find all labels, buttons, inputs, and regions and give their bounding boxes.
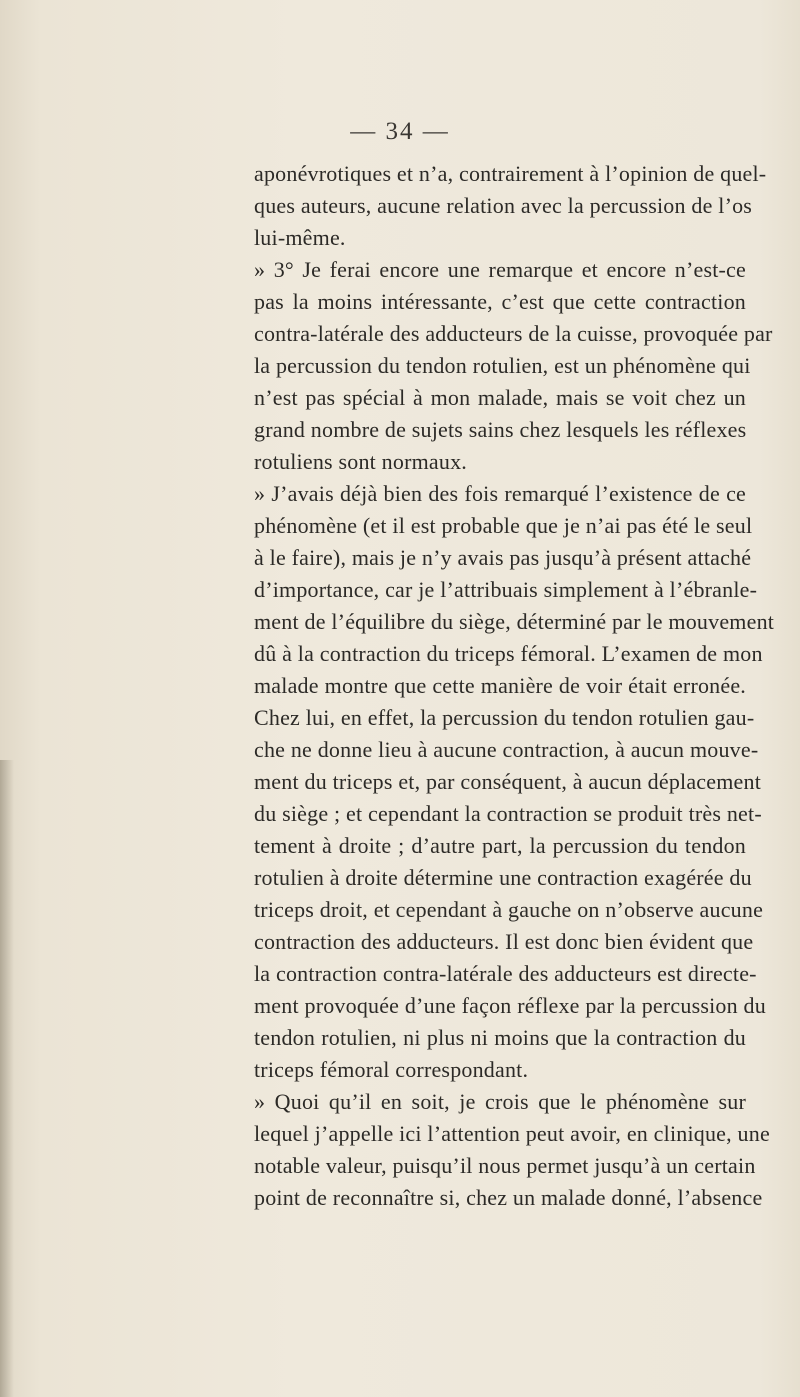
- text-line: du siège ; et cependant la contraction se produit très net-: [254, 801, 762, 826]
- text-line: triceps fémoral correspondant.: [254, 1057, 529, 1082]
- text-line: lequel j’appelle ici l’attention peut avoir, en clinique, une: [254, 1121, 770, 1146]
- page-edge-shadow: [0, 760, 14, 1397]
- text-line: dû à la contraction du triceps fémoral. L’examen de mon: [254, 641, 763, 666]
- text-line: lui-même.: [254, 225, 346, 250]
- text-line: triceps droit, et cependant à gauche on n’observe aucune: [254, 897, 764, 922]
- text-line: la contraction contra-latérale des adducteurs est directe-: [254, 961, 757, 986]
- text-line: ment du triceps et, par conséquent, à aucun déplacement: [254, 769, 762, 794]
- text-line: malade montre que cette manière de voir était erronée.: [254, 673, 746, 698]
- text-line: aponévrotiques et n’a, contrairement à l’opinion de quel-: [254, 161, 767, 186]
- text-line: grand nombre de sujets sains chez lesquels les réflexes: [254, 417, 747, 442]
- text-line: à le faire), mais je n’y avais pas jusqu’à présent attaché: [254, 545, 752, 570]
- page-number: — 34 —: [350, 118, 450, 145]
- body-text: [254, 158, 775, 1214]
- text-line: rotulien à droite détermine une contraction exagérée du: [254, 865, 752, 890]
- text-line: tement à droite ; d’autre part, la percussion du tendon: [254, 833, 746, 858]
- text-line: notable valeur, puisqu’il nous permet jusqu’à un certain: [254, 1153, 756, 1178]
- text-line: contraction des adducteurs. Il est donc bien évident que: [254, 929, 754, 954]
- text-line: tendon rotulien, ni plus ni moins que la contraction du: [254, 1025, 746, 1050]
- text-line: che ne donne lieu à aucune contraction, à aucun mouve-: [254, 737, 759, 762]
- text-line: » J’avais déjà bien des fois remarqué l’existence de ce: [254, 481, 746, 506]
- text-line: ment de l’équilibre du siège, déterminé par le mouvement: [254, 609, 775, 634]
- text-line: rotuliens sont normaux.: [254, 449, 467, 474]
- text-line: point de reconnaître si, chez un malade donné, l’absence: [254, 1185, 763, 1210]
- text-line: » 3° Je ferai encore une remarque et encore n’est-ce: [254, 257, 746, 282]
- text-line: phénomène (et il est probable que je n’ai pas été le seul: [254, 513, 753, 538]
- text-line: d’importance, car je l’attribuais simplement à l’ébranle-: [254, 577, 758, 602]
- text-line: la percussion du tendon rotulien, est un phénomène qui: [254, 353, 751, 378]
- text-line: ment provoquée d’une façon réflexe par la percussion du: [254, 993, 766, 1018]
- text-line: n’est pas spécial à mon malade, mais se voit chez un: [254, 385, 746, 410]
- text-line: contra-latérale des adducteurs de la cuisse, provoquée par: [254, 321, 773, 346]
- text-line: Chez lui, en effet, la percussion du tendon rotulien gau-: [254, 705, 755, 730]
- text-line: pas la moins intéressante, c’est que cette contraction: [254, 289, 746, 314]
- text-line: ques auteurs, aucune relation avec la percussion de l’os: [254, 193, 753, 218]
- text-line: » Quoi qu’il en soit, je crois que le phénomène sur: [254, 1089, 746, 1114]
